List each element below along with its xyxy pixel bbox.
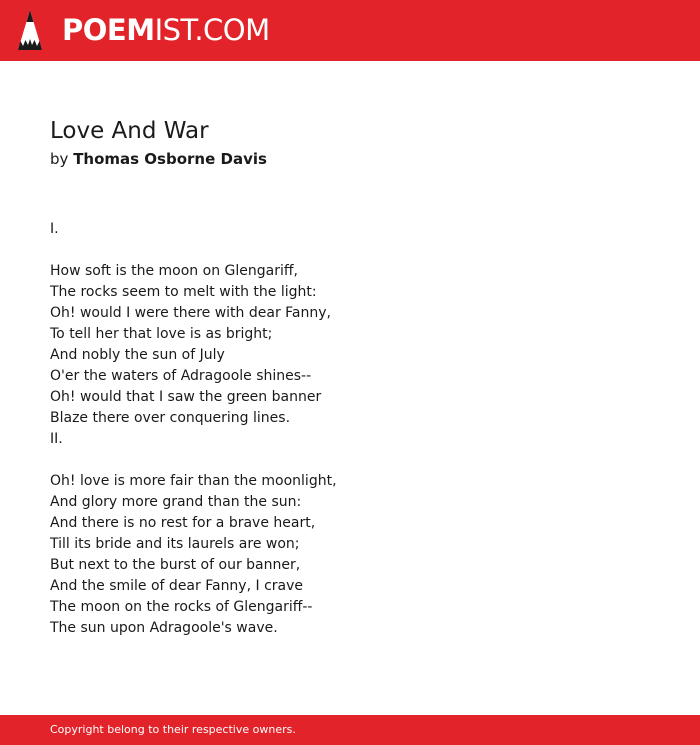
poem-line: And glory more grand than the sun: (50, 494, 302, 510)
site-logo-text[interactable] (62, 12, 270, 48)
poem-line: O'er the waters of Adragoole shines-- (50, 368, 312, 384)
poem-body (50, 219, 650, 639)
poem-line: Oh! would that I saw the green banner (50, 389, 322, 405)
poem-line: The moon on the rocks of Glengariff-- (50, 599, 313, 615)
poem-line: II. (50, 431, 63, 447)
stanza-gap (50, 450, 650, 471)
poem-line: Oh! love is more fair than the moonlight, (50, 473, 337, 489)
poem-line: And nobly the sun of July (50, 347, 225, 363)
poem-line: The sun upon Adragoole's wave. (50, 620, 278, 636)
poem-line: I. (50, 221, 59, 237)
logo-bold-part: POEM (62, 13, 155, 47)
poem-line: The rocks seem to melt with the light: (50, 284, 317, 300)
poem-title: Love And War (50, 118, 209, 144)
pencil-tip-icon[interactable] (17, 9, 43, 51)
poem-line: But next to the burst of our banner, (50, 557, 301, 573)
poem-author: Thomas Osborne Davis (73, 150, 267, 168)
poem-line: And there is no rest for a brave heart, (50, 515, 316, 531)
stanza-gap (50, 240, 650, 261)
site-footer (0, 715, 700, 745)
poem-line: Blaze there over conquering lines. (50, 410, 291, 426)
poem-line: Oh! would I were there with dear Fanny, (50, 305, 331, 321)
logo-thin-part: IST.COM (154, 13, 270, 47)
site-header (0, 0, 700, 61)
poem-line: And the smile of dear Fanny, I crave (50, 578, 304, 594)
by-label: by (50, 150, 69, 168)
poem-byline (50, 149, 267, 169)
poem-line: To tell her that love is as bright; (50, 326, 273, 342)
copyright-text: Copyright belong to their respective owners. (50, 723, 296, 736)
poem-line: Till its bride and its laurels are won; (50, 536, 300, 552)
poem-line: How soft is the moon on Glengariff, (50, 263, 298, 279)
